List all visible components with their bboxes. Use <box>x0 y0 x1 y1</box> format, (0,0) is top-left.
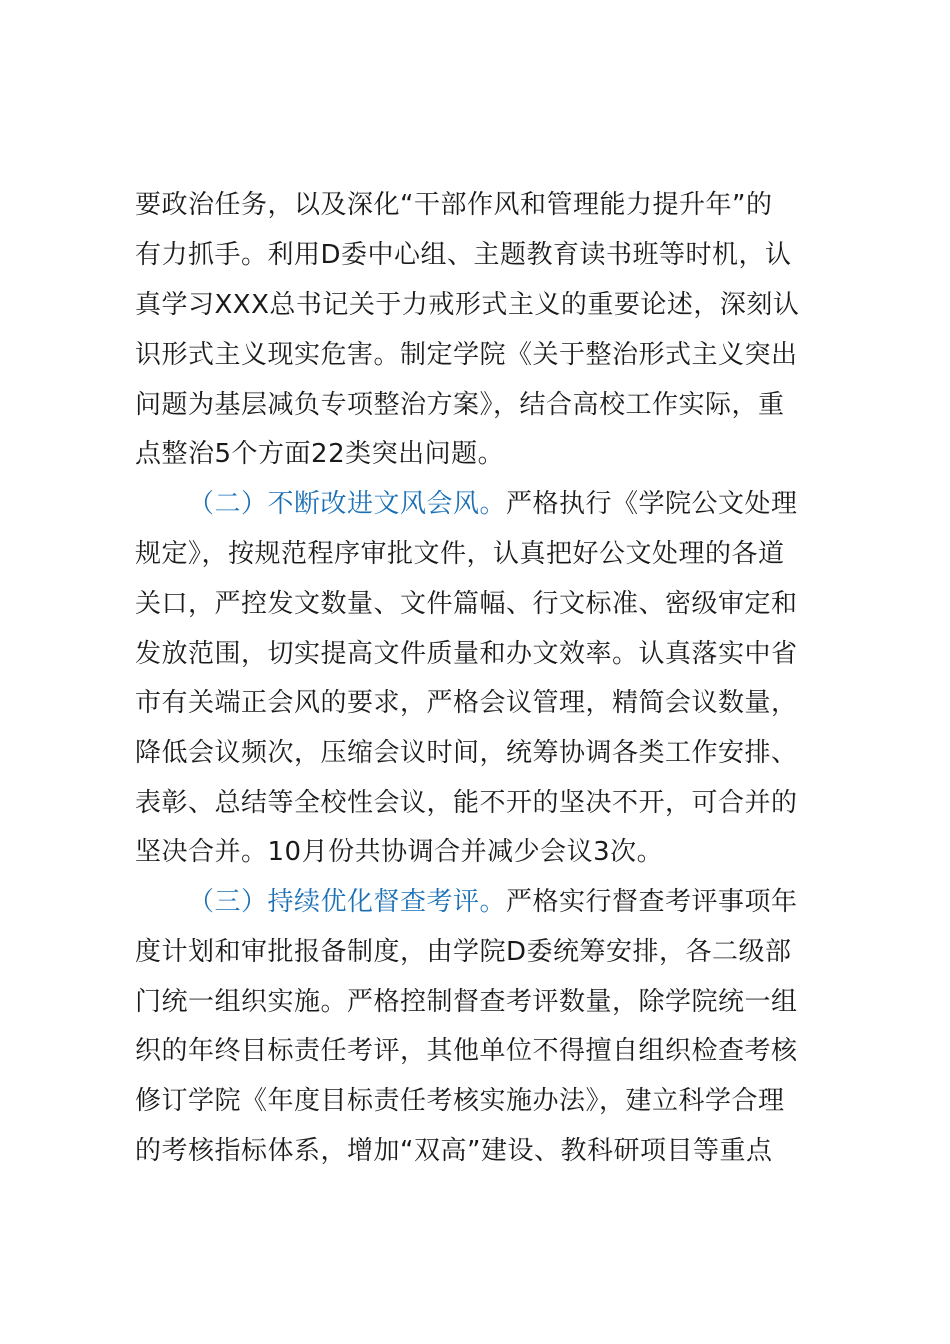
text-line: 降低会议频次，压缩会议时间，统筹协调各类工作安排、 <box>135 738 798 768</box>
text-line: 市有关端正会风的要求，严格会议管理，精简会议数量， <box>135 688 798 718</box>
text-line: 修订学院《年度目标责任考核实施办法》，建立科学合理 <box>135 1086 785 1116</box>
section-heading-3: （三）持续优化督查考评。 <box>188 887 507 917</box>
text-line: 有力抓手。利用D委中心组、主题教育读书班等时机，认 <box>135 240 792 270</box>
text-line: 发放范围，切实提高文件质量和办文效率。认真落实中省 <box>135 639 798 669</box>
text-line: 识形式主义现实危害。制定学院《关于整治形式主义突出 <box>135 340 798 370</box>
text-line: 门统一组织实施。严格控制督查考评数量，除学院统一组 <box>135 987 798 1017</box>
paragraph-3-first-line <box>188 882 835 922</box>
text-line: 织的年终目标责任考评，其他单位不得擅自组织检查考核 <box>135 1036 798 1066</box>
text-line: 真学习XXX总书记关于力戒形式主义的重要论述，深刻认 <box>135 290 800 320</box>
text-line: 度计划和审批报备制度，由学院D委统筹安排，各二级部 <box>135 937 792 967</box>
text-line: 的考核指标体系，增加“双高”建设、教科研项目等重点 <box>135 1136 773 1166</box>
text-line: 规定》，按规范程序审批文件，认真把好公文处理的各道 <box>135 539 785 569</box>
text-span: 严格实行督查考评事项年 <box>506 887 798 917</box>
text-line: 表彰、总结等全校性会议，能不开的坚决不开，可合并的 <box>135 788 798 818</box>
text-span: 严格执行《学院公文处理 <box>506 489 798 519</box>
paragraph-2-first-line <box>188 484 835 524</box>
text-line: 关口，严控发文数量、文件篇幅、行文标准、密级审定和 <box>135 589 798 619</box>
text-line: 要政治任务，以及深化“干部作风和管理能力提升年”的 <box>135 190 773 220</box>
text-line: 问题为基层减负专项整治方案》，结合高校工作实际，重 <box>135 390 785 420</box>
text-line: 坚决合并。10月份共协调合并减少会议3次。 <box>135 837 664 867</box>
text-line: 点整治5个方面22类突出问题。 <box>135 439 505 469</box>
section-heading-2: （二）不断改进文风会风。 <box>188 489 507 519</box>
